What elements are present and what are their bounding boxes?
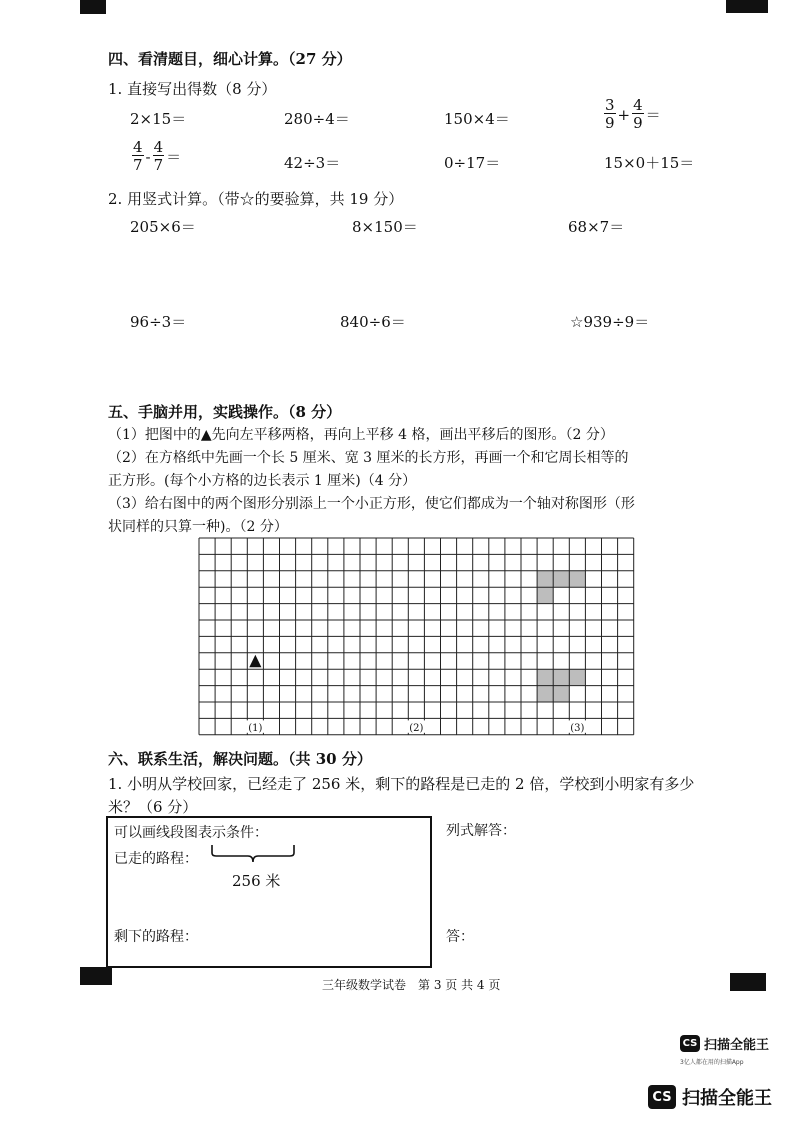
q2-item-1: 205×6＝ xyxy=(130,218,196,236)
page-footer: 三年级数学试卷 第 3 页 共 4 页 xyxy=(322,978,501,992)
q1-fraction-sub xyxy=(132,140,181,173)
shaded-square xyxy=(537,669,553,685)
q1-item-6: 15×0＋15＝ xyxy=(604,154,695,172)
q2-item-3: 68×7＝ xyxy=(568,218,625,236)
section5-part3-line1: （3）给右图中的两个图形分别添上一个小正方形，使它们都成为一个轴对称图形（形 xyxy=(108,496,635,512)
cs-logo-icon-large: CS xyxy=(648,1085,676,1109)
scan-mark-top-right xyxy=(726,0,768,13)
answer-label: 答： xyxy=(446,929,474,945)
section5-part2-line2: 正方形。(每个小方格的边长表示 1 厘米)（4 分） xyxy=(108,473,417,489)
q1-item-2: 280÷4＝ xyxy=(284,110,350,128)
shaded-square xyxy=(569,571,585,587)
watermark-brand-large: 扫描全能王 xyxy=(682,1088,772,1109)
minus-sign: - xyxy=(145,147,151,166)
scan-mark-bottom-right xyxy=(730,973,766,991)
section5-part2-line1: （2）在方格纸中先画一个长 5 厘米、宽 3 厘米的长方形，再画一个和它周长相等的 xyxy=(108,450,629,466)
fraction-4-7-b: $\frac{4}{7}$ xyxy=(153,138,164,174)
scanner-watermark-large xyxy=(648,1084,772,1110)
scan-mark-top-left xyxy=(80,0,106,14)
scanner-watermark-small xyxy=(680,1034,769,1053)
shaded-square xyxy=(553,686,569,702)
q2-item-4: 96÷3＝ xyxy=(130,313,187,331)
shaded-square xyxy=(537,571,553,587)
q1-item-1: 2×15＝ xyxy=(130,110,187,128)
shaded-square xyxy=(537,587,553,603)
section6-q1-line2: 米？（6 分） xyxy=(108,798,198,816)
scan-mark-bottom-left xyxy=(80,967,112,985)
q1-fraction-add xyxy=(604,98,661,131)
q1-title: 1. 直接写出得数（8 分） xyxy=(108,80,277,98)
triangle-shape xyxy=(249,655,261,667)
shaded-square xyxy=(569,669,585,685)
walked-distance-brace xyxy=(208,842,298,868)
q1-item-3: 150×4＝ xyxy=(444,110,510,128)
equals-sign: ＝ xyxy=(166,148,182,166)
shaded-square xyxy=(553,669,569,685)
q2-item-2: 8×150＝ xyxy=(352,218,418,236)
section5-part1: （1）把图中的▲先向左平移两格，再向上平移 4 格，画出平移后的图形。（2 分） xyxy=(108,427,614,443)
equals-sign: ＝ xyxy=(645,106,661,124)
fraction-4-7-a: $\frac{4}{7}$ xyxy=(133,138,143,174)
fraction-4-9: $\frac{4}{9}$ xyxy=(633,96,643,132)
line-diagram-title: 可以画线段图表示条件： xyxy=(114,825,268,841)
grid-label-3: (3) xyxy=(570,722,585,734)
grid-label-1: (1) xyxy=(248,722,263,734)
q2-item-6: ☆939÷9＝ xyxy=(570,313,650,331)
shaded-square xyxy=(537,686,553,702)
grid-paper xyxy=(198,537,635,736)
q1-item-5: 0÷17＝ xyxy=(444,154,501,172)
section5-part3-line2: 状同样的只算一种)。（2 分） xyxy=(108,519,288,535)
section4-title: 四、看清题目，细心计算。（27 分） xyxy=(108,50,352,68)
fraction-3-9: $\frac{3}{9}$ xyxy=(605,96,615,132)
section6-title: 六、联系生活，解决问题。（共 30 分） xyxy=(108,750,372,768)
walked-distance-label: 已走的路程： xyxy=(114,851,198,867)
q2-title: 2. 用竖式计算。（带☆的要验算，共 19 分） xyxy=(108,190,404,208)
section5-title: 五、手脑并用，实践操作。（8 分） xyxy=(108,403,342,421)
walked-distance-value: 256 米 xyxy=(232,872,281,890)
remaining-distance-label: 剩下的路程： xyxy=(114,929,198,945)
plus-sign: + xyxy=(617,105,631,124)
shaded-square xyxy=(553,571,569,587)
watermark-tagline: 3亿人都在用的扫描App xyxy=(680,1059,744,1066)
watermark-brand-small: 扫描全能王 xyxy=(704,1038,770,1053)
section6-q1-line1: 1. 小明从学校回家，已经走了 256 米，剩下的路程是已走的 2 倍，学校到小明家有多少 xyxy=(108,775,695,793)
cs-logo-icon: CS xyxy=(680,1035,700,1052)
q1-item-4: 42÷3＝ xyxy=(284,154,341,172)
q2-item-5: 840÷6＝ xyxy=(340,313,406,331)
solve-label: 列式解答： xyxy=(446,823,516,839)
grid-label-2: (2) xyxy=(409,722,424,734)
